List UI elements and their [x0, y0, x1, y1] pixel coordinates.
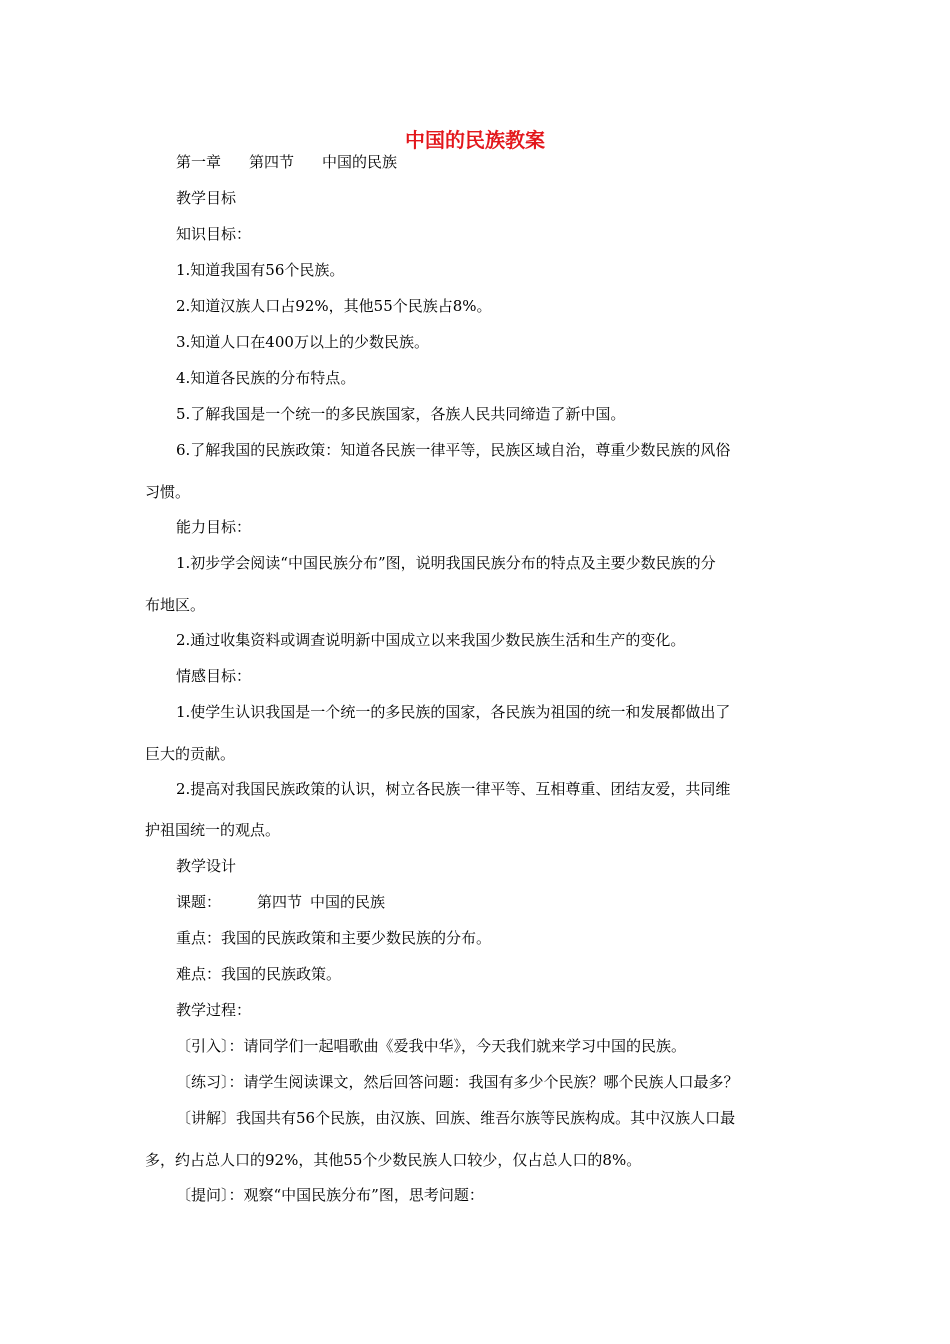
knowledge-item: 5.了解我国是一个统一的多民族国家，各族人民共同缔造了新中国。 [176, 405, 626, 423]
key-point: 重点：我国的民族政策和主要少数民族的分布。 [176, 929, 492, 947]
knowledge-item: 1.知道我国有56个民族。 [176, 261, 345, 279]
process-step: 〔练习〕：请学生阅读课文，然后回答问题：我国有多少个民族？哪个民族人口最多？ [176, 1073, 739, 1091]
ability-item-continued: 布地区。 [145, 596, 206, 614]
course-label: 课题： [176, 893, 222, 911]
ability-heading: 能力目标： [176, 518, 252, 536]
knowledge-heading: 知识目标： [176, 225, 252, 243]
knowledge-item: 6.了解我国的民族政策：知道各民族一律平等，民族区域自治，尊重少数民族的风俗 [176, 441, 731, 459]
knowledge-item-continued: 习惯。 [145, 483, 191, 501]
chapter-number: 第一章 [176, 153, 222, 171]
process-step: 〔引入〕：请同学们一起唱歌曲《爱我中华》，今天我们就来学习中国的民族。 [176, 1037, 687, 1055]
design-heading: 教学设计 [176, 857, 237, 875]
process-step: 〔提问〕：观察“中国民族分布”图，思考问题： [176, 1186, 484, 1204]
knowledge-item: 4.知道各民族的分布特点。 [176, 369, 356, 387]
emotion-item: 1.使学生认识我国是一个统一的多民族的国家，各民族为祖国的统一和发展都做出了 [176, 703, 731, 721]
ability-item: 1.初步学会阅读“中国民族分布”图，说明我国民族分布的特点及主要少数民族的分 [176, 554, 716, 572]
objectives-heading: 教学目标 [176, 189, 237, 207]
emotion-item-continued: 巨大的贡献。 [145, 745, 236, 763]
chapter-heading [176, 152, 397, 172]
course-topic [176, 892, 385, 912]
section-title: 中国的民族 [322, 153, 398, 171]
emotion-item: 2.提高对我国民族政策的认识，树立各民族一律平等、互相尊重、团结友爱，共同维 [176, 780, 731, 798]
page-title: 中国的民族教案 [405, 128, 545, 152]
ability-item: 2.通过收集资料或调查说明新中国成立以来我国少数民族生活和生产的变化。 [176, 631, 686, 649]
section-number: 第四节 [249, 153, 295, 171]
course-section: 第四节 [257, 893, 303, 911]
knowledge-item: 3.知道人口在400万以上的少数民族。 [176, 333, 429, 351]
difficulty: 难点：我国的民族政策。 [176, 965, 342, 983]
process-step: 〔讲解〕我国共有56个民族，由汉族、回族、维吾尔族等民族构成。其中汉族人口最 [176, 1109, 736, 1127]
process-heading: 教学过程： [176, 1001, 252, 1019]
knowledge-item: 2.知道汉族人口占92%，其他55个民族占8%。 [176, 297, 492, 315]
emotion-heading: 情感目标： [176, 667, 252, 685]
emotion-item-continued: 护祖国统一的观点。 [145, 821, 281, 839]
course-name: 中国的民族 [310, 893, 386, 911]
process-step-continued: 多，约占总人口的92%，其他55个少数民族人口较少，仅占总人口的8%。 [145, 1151, 642, 1169]
